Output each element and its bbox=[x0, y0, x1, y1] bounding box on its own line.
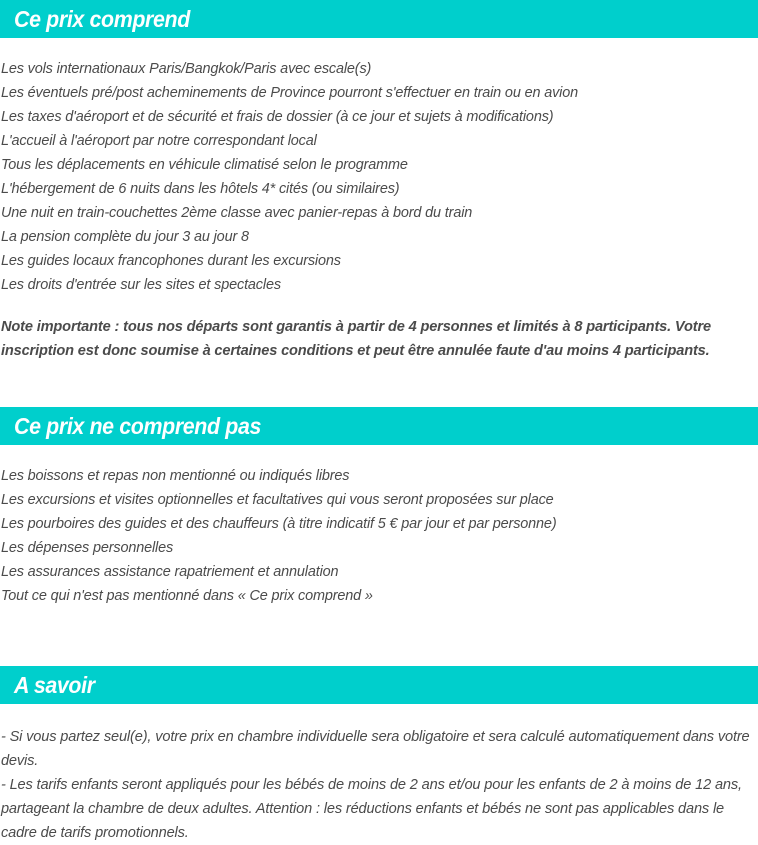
section-header-not-included bbox=[0, 407, 758, 445]
spacer bbox=[0, 608, 758, 666]
spacer bbox=[0, 38, 758, 57]
list-item: Les éventuels pré/post acheminements de Province pourront s'effectuer en train ou en avion bbox=[0, 84, 578, 101]
list-item: Les dépenses personnelles bbox=[0, 539, 174, 556]
section-title-not-included: Ce prix ne comprend pas bbox=[14, 412, 262, 439]
important-note-paragraph: Note importante : tous nos départs sont garantis à partir de 4 personnes et limités à 8 participants. Votre inscription est donc soumise à certaines conditions et peut être annulée faute d'au moins 4 participants. bbox=[0, 318, 711, 359]
list-item: Tous les déplacements en véhicule climatisé selon le programme bbox=[0, 156, 408, 173]
list-item: Les assurances assistance rapatriement et annulation bbox=[0, 563, 339, 580]
list-item: Les boissons et repas non mentionné ou indiqués libres bbox=[0, 467, 350, 484]
list-item: L'accueil à l'aéroport par notre correspondant local bbox=[0, 132, 317, 149]
list-item: L'hébergement de 6 nuits dans les hôtels 4* cités (ou similaires) bbox=[0, 180, 400, 197]
spacer bbox=[0, 297, 758, 315]
list-item: Les guides locaux francophones durant les excursions bbox=[0, 252, 341, 269]
spacer bbox=[0, 704, 758, 725]
list-item: Les taxes d'aéroport et de sécurité et frais de dossier (à ce jour et sujets à modifications) bbox=[0, 108, 554, 125]
list-item: La pension complète du jour 3 au jour 8 bbox=[0, 228, 249, 245]
included-items-list bbox=[0, 57, 758, 297]
list-item: Les vols internationaux Paris/Bangkok/Paris avec escale(s) bbox=[0, 60, 372, 77]
list-item: Les droits d'entrée sur les sites et spectacles bbox=[0, 276, 281, 293]
list-item: Une nuit en train-couchettes 2ème classe avec panier-repas à bord du train bbox=[0, 204, 473, 221]
section-title-good-to-know: A savoir bbox=[14, 671, 95, 698]
list-item: Tout ce qui n'est pas mentionné dans « Ce prix comprend » bbox=[0, 587, 373, 604]
section-title-included: Ce prix comprend bbox=[14, 5, 190, 32]
list-item: Les excursions et visites optionnelles et facultatives qui vous seront proposées sur place bbox=[0, 491, 554, 508]
good-to-know-paragraph: - Si vous partez seul(e), votre prix en chambre individuelle sera obligatoire et sera calculé automatiquement dans votre devis. bbox=[0, 728, 750, 769]
good-to-know-paragraph: - Les tarifs enfants seront appliqués pour les bébés de moins de 2 ans et/ou pour les enfants de 2 à moins de 12 ans, partageant la chambre de deux adultes. Attention : les réductions enfants et bébés ne sont pas applicables dans le cadre de tarifs promotionnels. bbox=[0, 776, 742, 841]
list-item: Les pourboires des guides et des chauffeurs (à titre indicatif 5 € par jour et par personne) bbox=[0, 515, 557, 532]
spacer bbox=[0, 445, 758, 464]
spacer bbox=[0, 363, 758, 407]
section-header-good-to-know bbox=[0, 666, 758, 704]
section-header-included bbox=[0, 0, 758, 38]
not-included-items-list bbox=[0, 464, 758, 608]
